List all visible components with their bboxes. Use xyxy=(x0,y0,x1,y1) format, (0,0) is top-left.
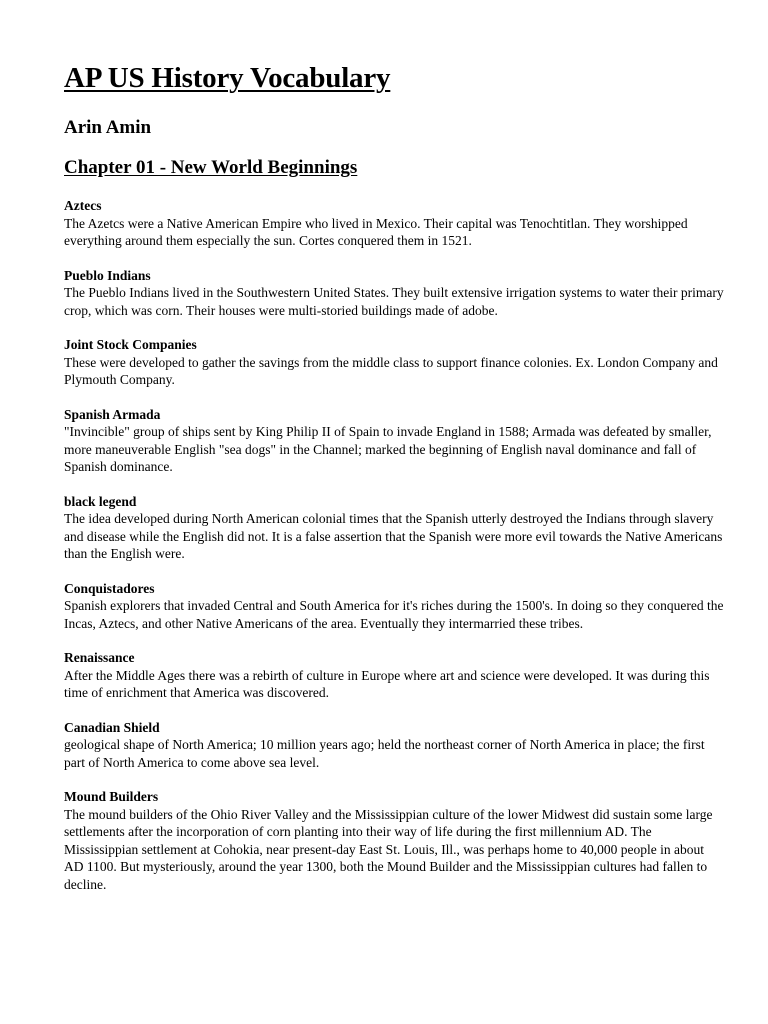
vocab-term: Spanish Armada xyxy=(64,406,161,422)
vocabulary-list xyxy=(64,197,724,910)
vocab-term: Renaissance xyxy=(64,650,135,665)
vocab-definition: Spanish explorers that invaded Central and South America for it's riches during the 1500's. In doing so they conquered the Incas, Aztecs, and other Native Americans of the area. Eventually they intermarried these tribes. xyxy=(64,598,724,631)
vocab-entry-conquistadores xyxy=(64,580,724,633)
vocab-term: Pueblo Indians xyxy=(64,267,151,283)
vocab-term: Aztecs xyxy=(64,198,102,213)
vocab-term: Joint Stock Companies xyxy=(64,337,197,352)
vocab-definition: geological shape of North America; 10 million years ago; held the northeast corner of North America in place; the first part of North America to come above sea level. xyxy=(64,737,705,770)
vocab-entry-renaissance xyxy=(64,649,724,702)
vocab-entry-black-legend xyxy=(64,493,724,563)
document-title: AP US History Vocabulary xyxy=(64,62,391,94)
vocab-term: Mound Builders xyxy=(64,789,159,804)
vocab-definition: These were developed to gather the savings from the middle class to support finance colonies. Ex. London Company and Plymouth Company. xyxy=(64,354,718,387)
vocab-entry-pueblo-indians xyxy=(64,267,724,320)
vocab-definition: The mound builders of the Ohio River Valley and the Mississippian culture of the lower Midwest did sustain some large settlements after the incorporation of corn planting into their way of life during the first millennium AD. The Mississippian settlement at Cohokia, near present-day East St. Louis, Ill., was perhaps home to 40,000 people in about AD 1100. But mysteriously, around the year 1300, both the Mound Builder and the Mississippian cultures had fallen to decline. xyxy=(64,806,713,892)
vocab-definition: The idea developed during North American colonial times that the Spanish utterly destroyed the Indians through slavery and disease while the English did not. It is a false assertion that the Spanish were more evil towards the Native Americans than the English were. xyxy=(64,511,723,561)
vocab-term: black legend xyxy=(64,493,137,509)
document-page xyxy=(64,58,724,892)
vocab-definition: After the Middle Ages there was a rebirth of culture in Europe where art and science were developed. It was during this time of enrichment that America was discovered. xyxy=(64,667,710,700)
vocab-definition: "Invincible" group of ships sent by King Philip II of Spain to invade England in 1588; Armada was defeated by smaller, more maneuverable English "sea dogs" in the Channel; marked the beginning of English naval dominance and fall of Spanish dominance. xyxy=(64,424,712,474)
vocab-entry-mound-builders xyxy=(64,788,724,893)
vocab-term: Canadian Shield xyxy=(64,719,160,735)
vocab-definition: The Azetcs were a Native American Empire who lived in Mexico. Their capital was Tenochtitlan. They worshipped everything around them especially the sun. Cortes conquered them in 1521. xyxy=(64,215,688,248)
vocab-term: Conquistadores xyxy=(64,580,155,596)
author-name: Arin Amin xyxy=(64,117,152,138)
vocab-entry-joint-stock-companies xyxy=(64,336,724,389)
chapter-heading: Chapter 01 - New World Beginnings xyxy=(64,157,358,178)
vocab-entry-spanish-armada xyxy=(64,406,724,476)
vocab-entry-canadian-shield xyxy=(64,719,724,772)
vocab-entry-aztecs xyxy=(64,197,724,250)
vocab-definition: The Pueblo Indians lived in the Southwestern United States. They built extensive irrigation systems to water their primary crop, which was corn. Their houses were multi-storied buildings made of adobe. xyxy=(64,285,724,318)
